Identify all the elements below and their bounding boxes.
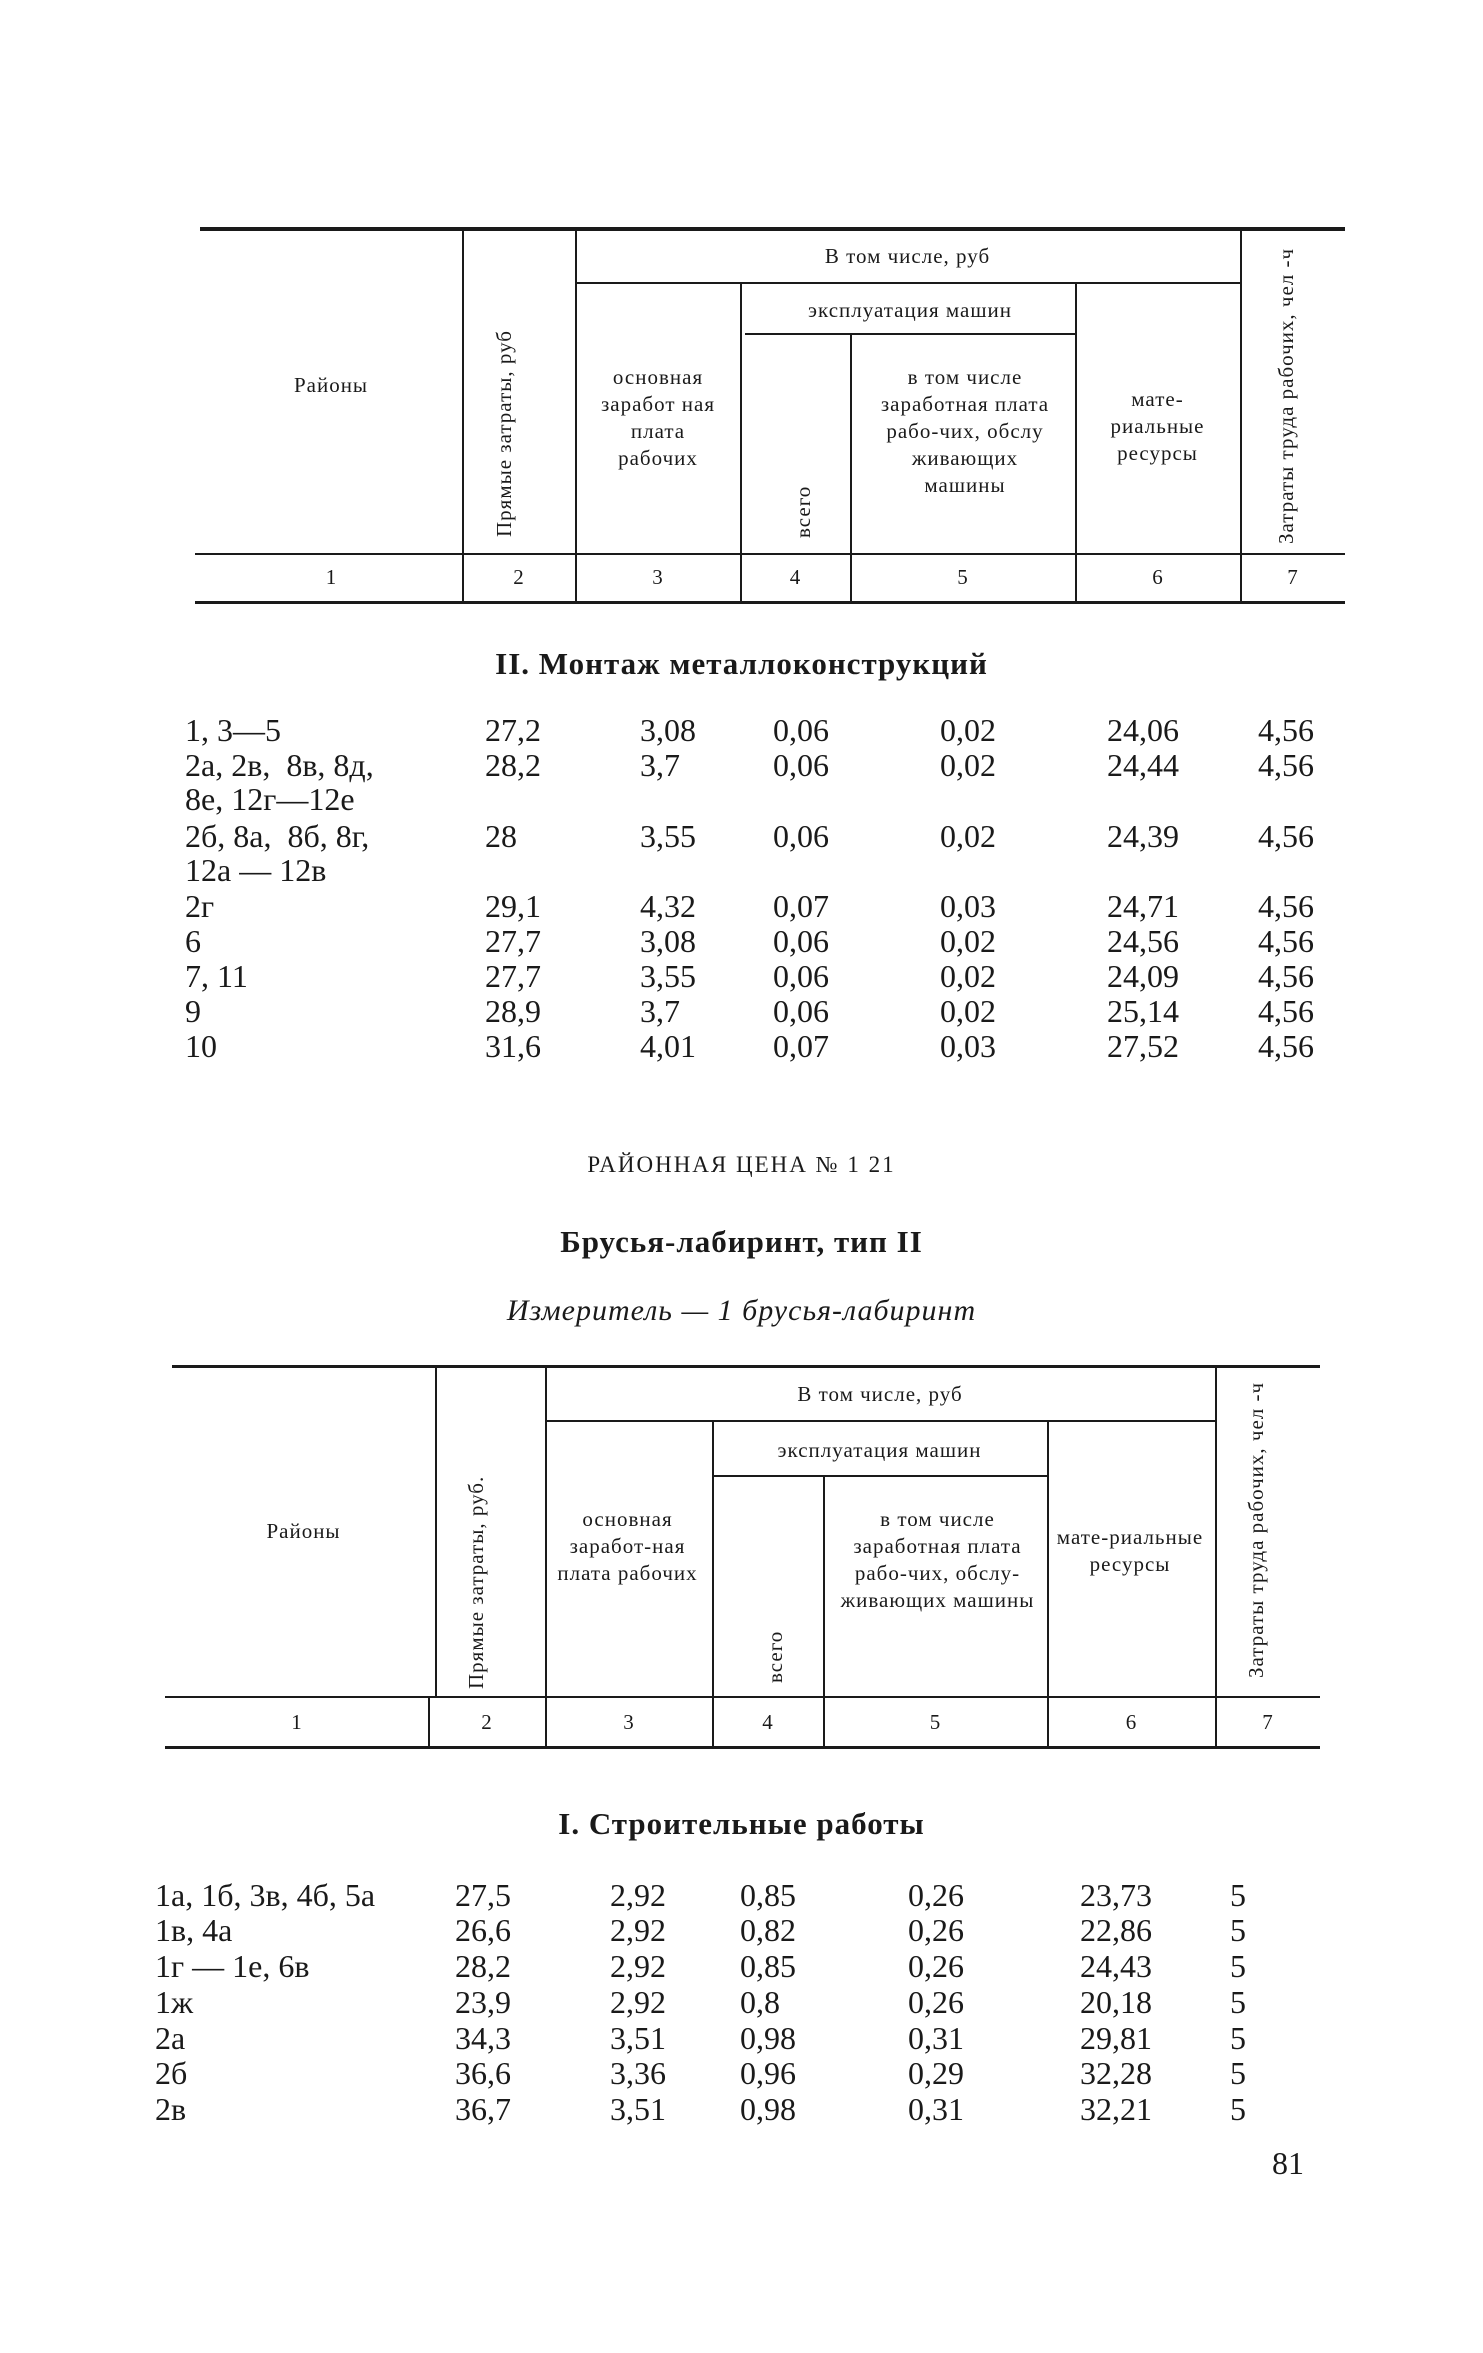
- value-cell: 5: [1230, 2055, 1246, 2091]
- rule: [823, 1477, 825, 1696]
- rayon-cell: 2в: [155, 2091, 187, 2127]
- table-row: [0, 1948, 1483, 1984]
- col-number: 2: [513, 565, 524, 589]
- rule: [1047, 1422, 1049, 1696]
- col-number: 4: [789, 565, 801, 589]
- value-cell: 0,07: [773, 888, 829, 924]
- rule: [172, 1365, 1320, 1368]
- rule: [545, 1420, 1215, 1422]
- table-row: [0, 1028, 1483, 1064]
- rayon-cell: 9: [185, 993, 201, 1029]
- value-cell: 3,08: [640, 712, 696, 748]
- table-row: [0, 2091, 1483, 2127]
- rule: [195, 553, 1345, 555]
- rule: [850, 335, 852, 553]
- rule: [575, 231, 577, 553]
- value-cell: 28,2: [485, 747, 541, 783]
- value-cell: 27,7: [485, 923, 541, 959]
- value-cell: 0,31: [908, 2091, 964, 2127]
- value-cell: 24,44: [1107, 747, 1179, 783]
- value-cell: 27,7: [485, 958, 541, 994]
- table-row-continuation: [0, 852, 1483, 888]
- col-number: 5: [957, 565, 968, 589]
- value-cell: 27,5: [455, 1877, 511, 1913]
- table-row: [0, 993, 1483, 1029]
- header-v-tom-chisle-zp: в том числе заработная плата рабо-чих, обслу живающих машины: [880, 365, 1050, 497]
- value-cell: 27,52: [1107, 1028, 1179, 1064]
- col-number: 6: [1152, 565, 1163, 589]
- rayon-cell: 2а, 2в, 8в, 8д,: [185, 747, 374, 783]
- col-number: 3: [623, 1710, 634, 1734]
- table-row: [0, 2055, 1483, 2091]
- rule: [575, 282, 1240, 284]
- rule: [165, 1696, 1320, 1698]
- table-row: [0, 923, 1483, 959]
- value-cell: 0,02: [940, 993, 996, 1029]
- table-row: [0, 958, 1483, 994]
- table-row: [0, 888, 1483, 924]
- value-cell: 0,98: [740, 2091, 796, 2127]
- value-cell: 26,6: [455, 1912, 511, 1948]
- value-cell: 32,28: [1080, 2055, 1152, 2091]
- value-cell: 3,7: [640, 747, 680, 783]
- value-cell: 0,96: [740, 2055, 796, 2091]
- value-cell: 4,01: [640, 1028, 696, 1064]
- value-cell: 23,73: [1080, 1877, 1152, 1913]
- header-zatraty-truda: Затраты труда рабочих, чел -ч: [1244, 1381, 1268, 1678]
- value-cell: 4,56: [1258, 993, 1314, 1029]
- value-cell: 0,06: [773, 818, 829, 854]
- rule: [165, 1746, 1320, 1749]
- value-cell: 0,8: [740, 1984, 780, 2020]
- rule: [740, 282, 742, 553]
- rayon-cell: 1г — 1е, 6в: [155, 1948, 310, 1984]
- value-cell: 2,92: [610, 1877, 666, 1913]
- value-cell: 2,92: [610, 1912, 666, 1948]
- value-cell: 29,1: [485, 888, 541, 924]
- table-row: [0, 1877, 1483, 1913]
- value-cell: 0,07: [773, 1028, 829, 1064]
- rayon-cell: 1, 3—5: [185, 712, 281, 748]
- value-cell: 4,32: [640, 888, 696, 924]
- value-cell: 20,18: [1080, 1984, 1152, 2020]
- header-osnovnaya: основная заработ-ная плата рабочих: [557, 1507, 698, 1585]
- col-number: 1: [291, 1710, 302, 1734]
- rayon-cell: 2г: [185, 888, 215, 924]
- rule: [1075, 282, 1077, 553]
- value-cell: 24,71: [1107, 888, 1179, 924]
- rayon-cell: 1ж: [155, 1984, 194, 2020]
- header-rayony: Районы: [266, 1519, 341, 1543]
- price-unit: Измеритель — 1 брусья-лабиринт: [506, 1294, 977, 1327]
- header-v-tom-chisle: В том числе, руб: [824, 244, 991, 268]
- value-cell: 3,55: [640, 958, 696, 994]
- col-number: 1: [325, 565, 337, 589]
- header-v-tom-chisle-zp: в том числе заработная плата рабо-чих, обслу-живающих машины: [840, 1507, 1035, 1612]
- col-number: 7: [1262, 1710, 1273, 1734]
- col-number: 5: [929, 1710, 941, 1734]
- header-vsego: всего: [791, 485, 815, 538]
- header-materialnye: мате-риальные ресурсы: [1056, 1525, 1204, 1576]
- value-cell: 34,3: [455, 2020, 511, 2056]
- value-cell: 3,08: [640, 923, 696, 959]
- value-cell: 0,26: [908, 1877, 964, 1913]
- value-cell: 3,51: [610, 2020, 666, 2056]
- table-row: [0, 2020, 1483, 2056]
- value-cell: 5: [1230, 1912, 1246, 1948]
- value-cell: 24,43: [1080, 1948, 1152, 1984]
- value-cell: 24,39: [1107, 818, 1179, 854]
- value-cell: 0,02: [940, 818, 996, 854]
- value-cell: 0,06: [773, 993, 829, 1029]
- value-cell: 5: [1230, 2020, 1246, 2056]
- rule: [462, 231, 464, 553]
- header-zatraty-truda: Затраты труда рабочих, чел -ч: [1274, 247, 1298, 544]
- value-cell: 4,56: [1258, 712, 1314, 748]
- value-cell: 24,56: [1107, 923, 1179, 959]
- value-cell: 0,26: [908, 1984, 964, 2020]
- value-cell: 0,98: [740, 2020, 796, 2056]
- value-cell: 31,6: [485, 1028, 541, 1064]
- table-row: [0, 747, 1483, 783]
- rayon-cell: 10: [185, 1028, 217, 1064]
- value-cell: 0,02: [940, 958, 996, 994]
- value-cell: 5: [1230, 2091, 1246, 2127]
- rayon-cell: 1а, 1б, 3в, 4б, 5а: [155, 1877, 376, 1913]
- value-cell: 5: [1230, 1877, 1246, 1913]
- header-vsego: всего: [763, 1630, 787, 1683]
- rayon-cell: 2а: [155, 2020, 186, 2056]
- header-pryamye: Прямые затраты, руб.: [464, 1475, 488, 1689]
- value-cell: 28: [485, 818, 517, 854]
- table-row: [0, 712, 1483, 748]
- value-cell: 2,92: [610, 1948, 666, 1984]
- value-cell: 22,86: [1080, 1912, 1152, 1948]
- value-cell: 5: [1230, 1984, 1246, 2020]
- value-cell: 0,06: [773, 712, 829, 748]
- value-cell: 28,9: [485, 993, 541, 1029]
- price-heading: РАЙОННАЯ ЦЕНА № 1 21: [587, 1152, 896, 1177]
- header-ekspluatatsiya: эксплуатация машин: [777, 1438, 982, 1462]
- value-cell: 0,26: [908, 1948, 964, 1984]
- col-number: 6: [1125, 1710, 1137, 1734]
- value-cell: 4,56: [1258, 958, 1314, 994]
- rayon-cell: 2б, 8а, 8б, 8г,: [185, 818, 370, 854]
- rayon-cell: 1в, 4а: [155, 1912, 233, 1948]
- col-number: 7: [1287, 565, 1298, 589]
- col-number: 3: [652, 565, 663, 589]
- value-cell: 3,7: [640, 993, 680, 1029]
- value-cell: 5: [1230, 1948, 1246, 1984]
- table-row: [0, 1984, 1483, 2020]
- rule: [1240, 231, 1242, 553]
- value-cell: 4,56: [1258, 923, 1314, 959]
- table-row: [0, 1912, 1483, 1948]
- rule: [1215, 1368, 1217, 1696]
- value-cell: 0,03: [940, 1028, 996, 1064]
- value-cell: 28,2: [455, 1948, 511, 1984]
- value-cell: 4,56: [1258, 888, 1314, 924]
- value-cell: 23,9: [455, 1984, 511, 2020]
- rule: [200, 227, 1345, 231]
- col-number: 4: [762, 1710, 773, 1734]
- value-cell: 24,09: [1107, 958, 1179, 994]
- header-osnovnaya: основная заработ ная плата рабочих: [601, 365, 715, 470]
- header-pryamye: Прямые затраты, руб: [492, 330, 516, 537]
- value-cell: 24,06: [1107, 712, 1179, 748]
- value-cell: 0,06: [773, 747, 829, 783]
- page-number: 81: [1272, 2145, 1304, 2181]
- header-v-tom-chisle: В том числе, руб: [797, 1382, 963, 1406]
- value-cell: 3,36: [610, 2055, 666, 2091]
- rule: [745, 333, 1075, 335]
- table-row: [0, 818, 1483, 854]
- value-cell: 4,56: [1258, 818, 1314, 854]
- value-cell: 29,81: [1080, 2020, 1152, 2056]
- header-materialnye: мате-риальные ресурсы: [1110, 387, 1205, 465]
- col-number: 2: [481, 1710, 492, 1734]
- value-cell: 0,85: [740, 1948, 796, 1984]
- table-row-continuation: [0, 781, 1483, 817]
- value-cell: 2,92: [610, 1984, 666, 2020]
- header-rayony: Районы: [293, 373, 369, 397]
- value-cell: 25,14: [1107, 993, 1179, 1029]
- header-ekspluatatsiya: эксплуатация машин: [808, 298, 1012, 322]
- value-cell: 0,03: [940, 888, 996, 924]
- value-cell: 0,26: [908, 1912, 964, 1948]
- rayon-cell: 12а — 12в: [185, 852, 327, 888]
- price-item: Брусья-лабиринт, тип II: [560, 1224, 923, 1259]
- value-cell: 0,31: [908, 2020, 964, 2056]
- value-cell: 4,56: [1258, 747, 1314, 783]
- value-cell: 0,85: [740, 1877, 796, 1913]
- rule: [195, 601, 1345, 604]
- rule: [435, 1368, 437, 1696]
- value-cell: 0,02: [940, 923, 996, 959]
- value-cell: 0,02: [940, 712, 996, 748]
- value-cell: 0,06: [773, 923, 829, 959]
- rayon-cell: 7, 11: [185, 958, 248, 994]
- rayon-cell: 2б: [155, 2055, 188, 2091]
- value-cell: 36,7: [455, 2091, 511, 2127]
- value-cell: 4,56: [1258, 1028, 1314, 1064]
- rule: [712, 1475, 1047, 1477]
- rayon-cell: 8е, 12г—12е: [185, 781, 355, 817]
- rayon-cell: 6: [185, 923, 201, 959]
- rule: [545, 1368, 547, 1696]
- value-cell: 0,02: [940, 747, 996, 783]
- value-cell: 0,29: [908, 2055, 964, 2091]
- value-cell: 3,55: [640, 818, 696, 854]
- value-cell: 36,6: [455, 2055, 511, 2091]
- value-cell: 3,51: [610, 2091, 666, 2127]
- section-2-title: I. Строительные работы: [558, 1806, 925, 1841]
- value-cell: 0,82: [740, 1912, 796, 1948]
- section-1-title: II. Монтаж металлоконструкций: [495, 646, 988, 681]
- value-cell: 32,21: [1080, 2091, 1152, 2127]
- value-cell: 0,06: [773, 958, 829, 994]
- value-cell: 27,2: [485, 712, 541, 748]
